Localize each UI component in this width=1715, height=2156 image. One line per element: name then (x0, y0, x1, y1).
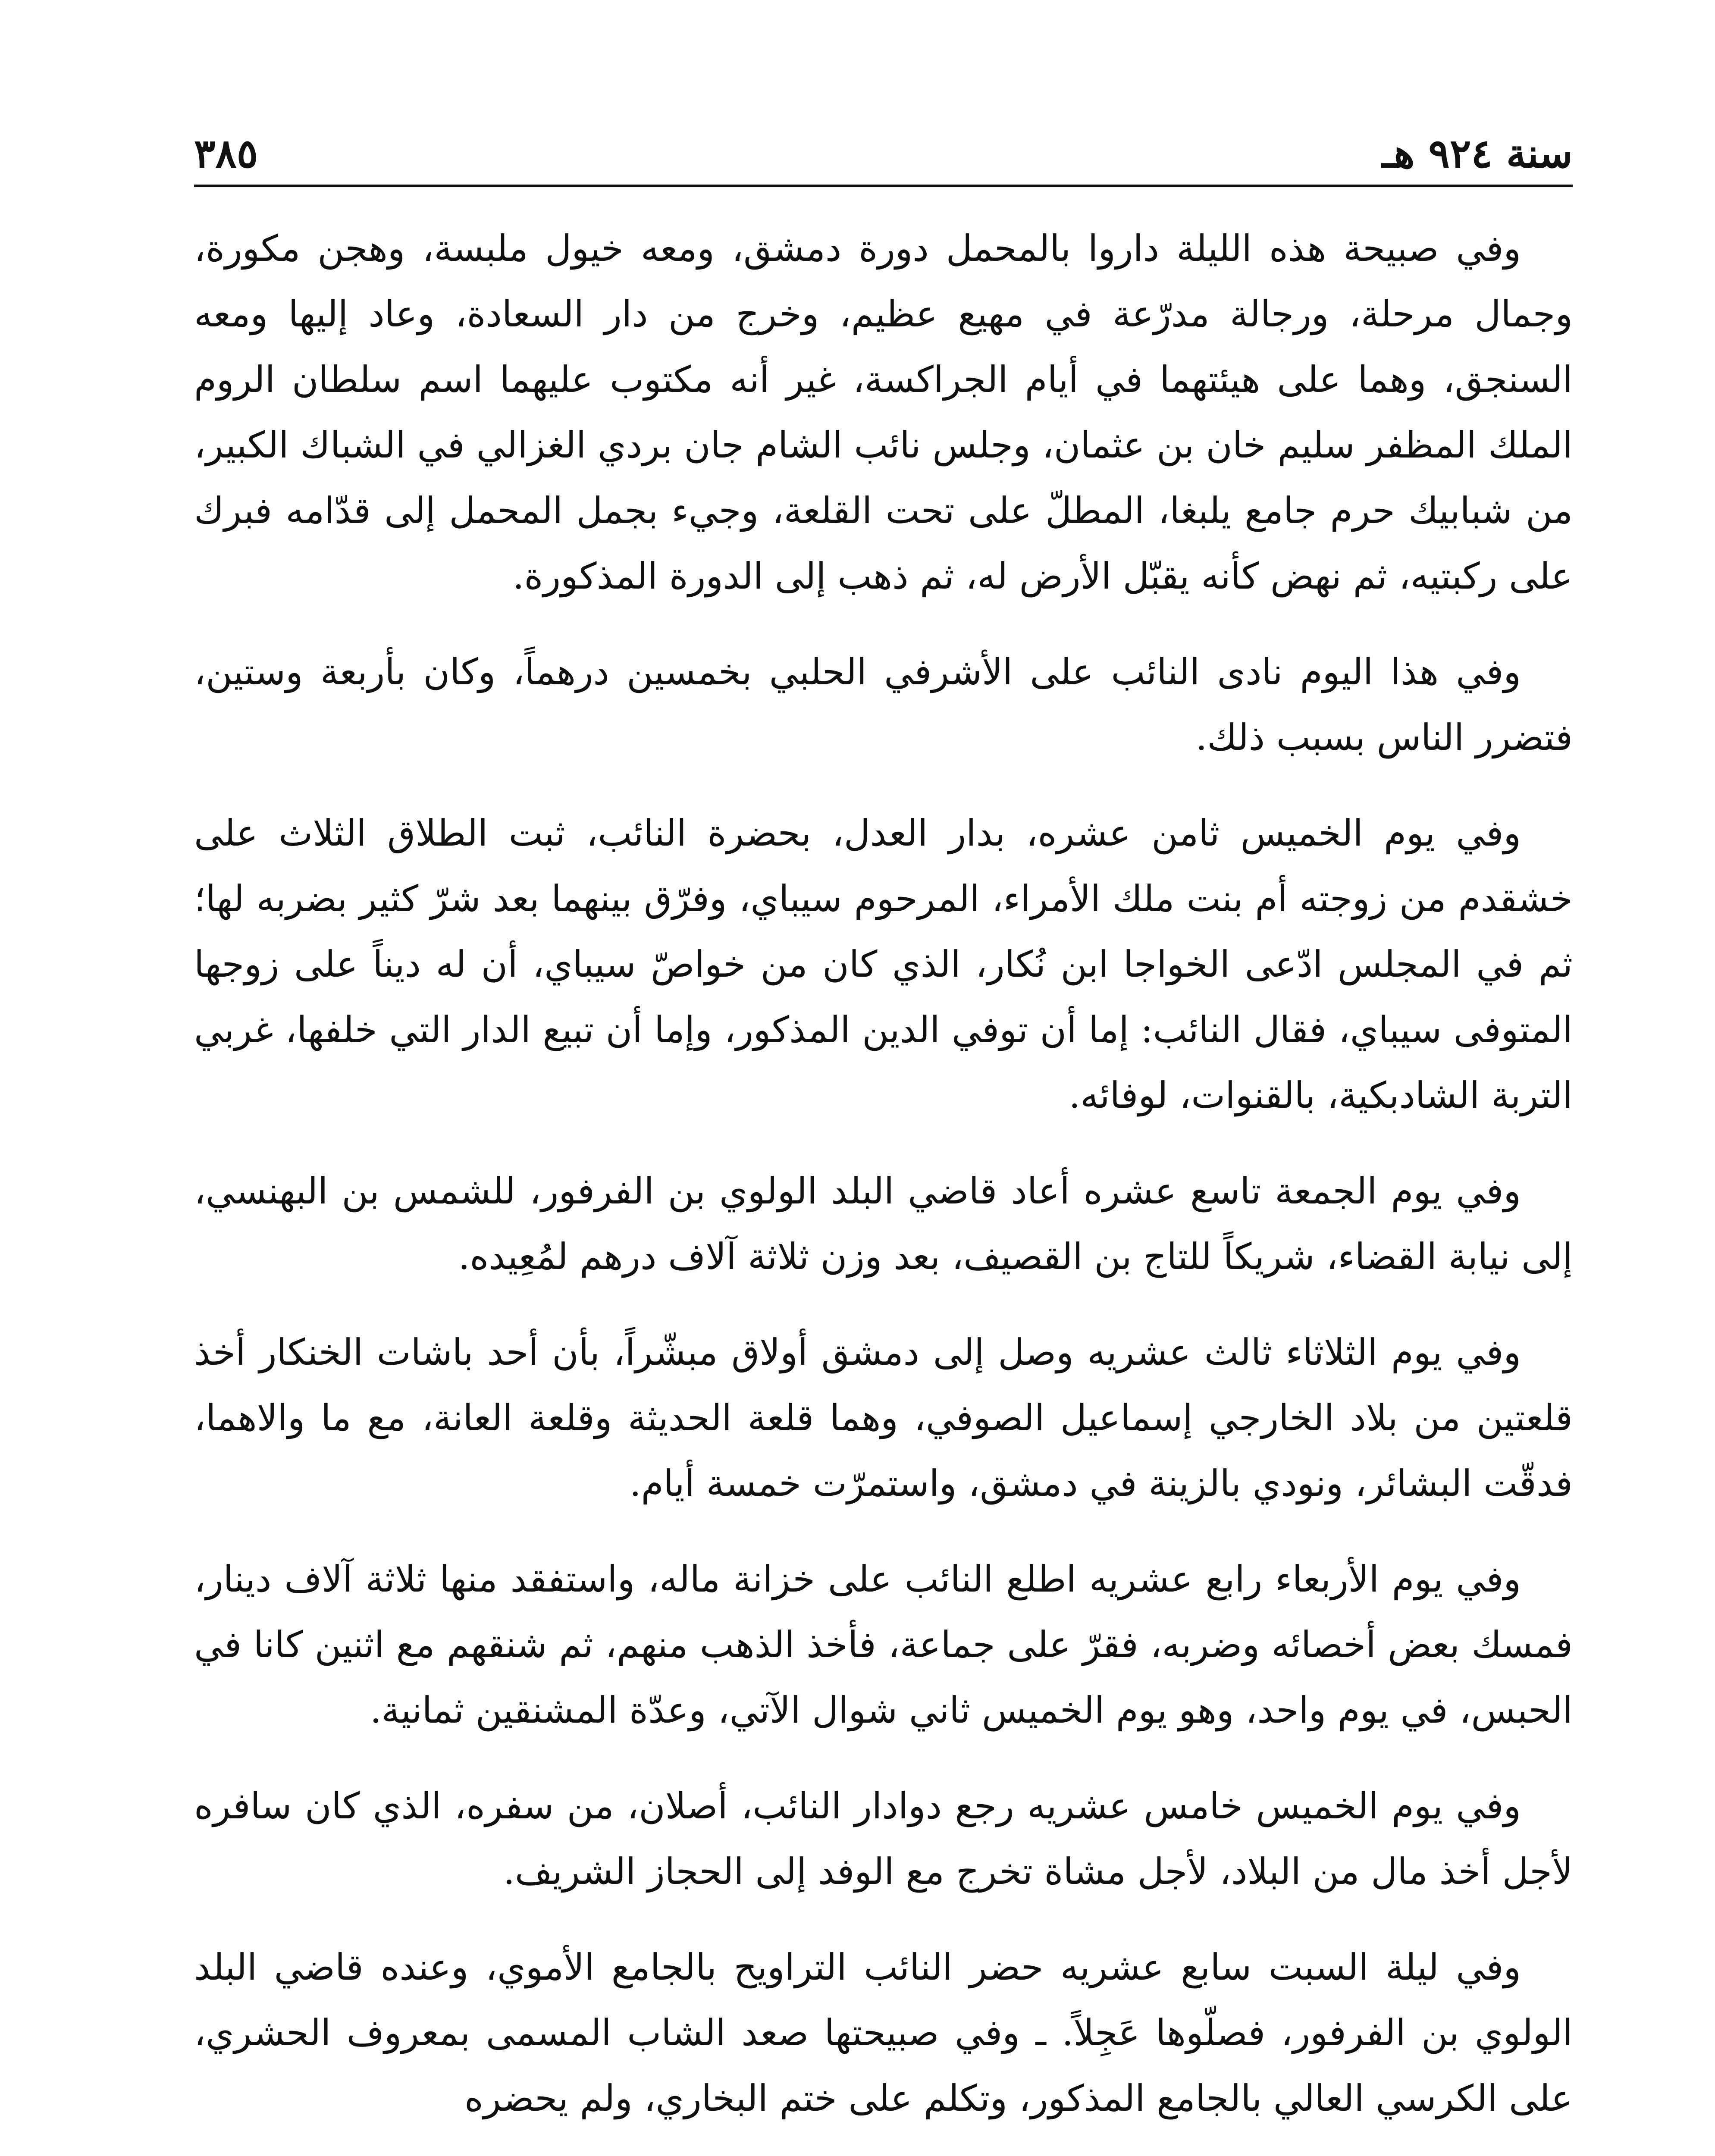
paragraph: وفي يوم الجمعة تاسع عشره أعاد قاضي البلد الولوي بن الفرفور، للشمس بن البهنسي، إلى نيابة القضاء، شريكاً للتاج بن القصيف، بعد وزن ثلاثة آلاف درهم لمُعِيده. (194, 1170, 1573, 1278)
running-header (194, 108, 1573, 177)
paragraph: وفي يوم الخميس خامس عشريه رجع دوادار النائب، أصلان، من سفره، الذي كان سافره لأجل أخذ مال من البلاد، لأجل مشاة تخرج مع الوفد إلى الحجاز الشريف. (194, 1785, 1573, 1893)
page-number: ٣٨٥ (194, 130, 258, 177)
header-rule (194, 185, 1573, 187)
paragraph: وفي يوم الخميس ثامن عشره، بدار العدل، بحضرة النائب، ثبت الطلاق الثلاث على خشقدم من زوجته أم بنت ملك الأمراء، المرحوم سيباي، وفرّق بينهما بعد شرّ كثير بضربه لها؛ ثم في المجلس ادّعى الخواجا ابن نُكار، الذي كان من خواصّ سيباي، أن له ديناً على زوجها المتوفى سيباي، فقال النائب: إما أن توفي الدين المذكور، وإما أن تبيع الدار التي خلفها، غربي التربة الشادبكية، بالقنوات، لوفائه. (194, 812, 1573, 1116)
paragraph: وفي يوم الأربعاء رابع عشريه اطلع النائب على خزانة ماله، واستفقد منها ثلاثة آلاف دينار، فمسك بعض أخصائه وضربه، فقرّ على جماعة، فأخذ الذهب منهم، ثم شنقهم مع اثنين كانا في الحبس، في يوم واحد، وهو يوم الخميس ثاني شوال الآتي، وعدّة المشنقين ثمانية. (194, 1558, 1573, 1731)
paragraph: وفي صبيحة هذه الليلة داروا بالمحمل دورة دمشق، ومعه خيول ملبسة، وهجن مكورة، وجمال مرحلة، ورجالة مدرّعة في مهيع عظيم، وخرج من دار السعادة، وعاد إليها ومعه السنجق، وهما على هيئتهما في أيام الجراكسة، غير أنه مكتوب عليهما اسم سلطان الروم الملك المظفر سليم خان بن عثمان، وجلس نائب الشام جان بردي الغزالي في الشباك الكبير، من شبابيك حرم جامع يلبغا، المطلّ على تحت القلعة، وجيء بجمل المحمل إلى قدّامه فبرك على ركبتيه، ثم نهض كأنه يقبّل الأرض له، ثم ذهب إلى الدورة المذكورة. (194, 227, 1573, 597)
paragraph: وفي ليلة السبت سابع عشريه حضر النائب التراويح بالجامع الأموي، وعنده قاضي البلد الولوي بن الفرفور، فصلّوها عَجِلاً. ـ وفي صبيحتها صعد الشاب المسمى بمعروف الحشري، على الكرسي العالي بالجامع المذكور، وتكلم على ختم البخاري، ولم يحضره (194, 1946, 1573, 2119)
page-body (194, 216, 1573, 2156)
paragraph: وفي يوم الثلاثاء ثالث عشريه وصل إلى دمشق أولاق مبشّراً، بأن أحد باشات الخنكار أخذ قلعتين من بلاد الخارجي إسماعيل الصوفي، وهما قلعة الحديثة وقلعة العانة، مع ما والاهما، فدقّت البشائر، ونودي بالزينة في دمشق، واستمرّت خمسة أيام. (194, 1331, 1573, 1504)
header-year: سنة ٩٢٤ هـ (1382, 130, 1573, 177)
paragraph: وفي هذا اليوم نادى النائب على الأشرفي الحلبي بخمسين درهماً، وكان بأربعة وستين، فتضرر الناس بسبب ذلك. (194, 651, 1573, 758)
